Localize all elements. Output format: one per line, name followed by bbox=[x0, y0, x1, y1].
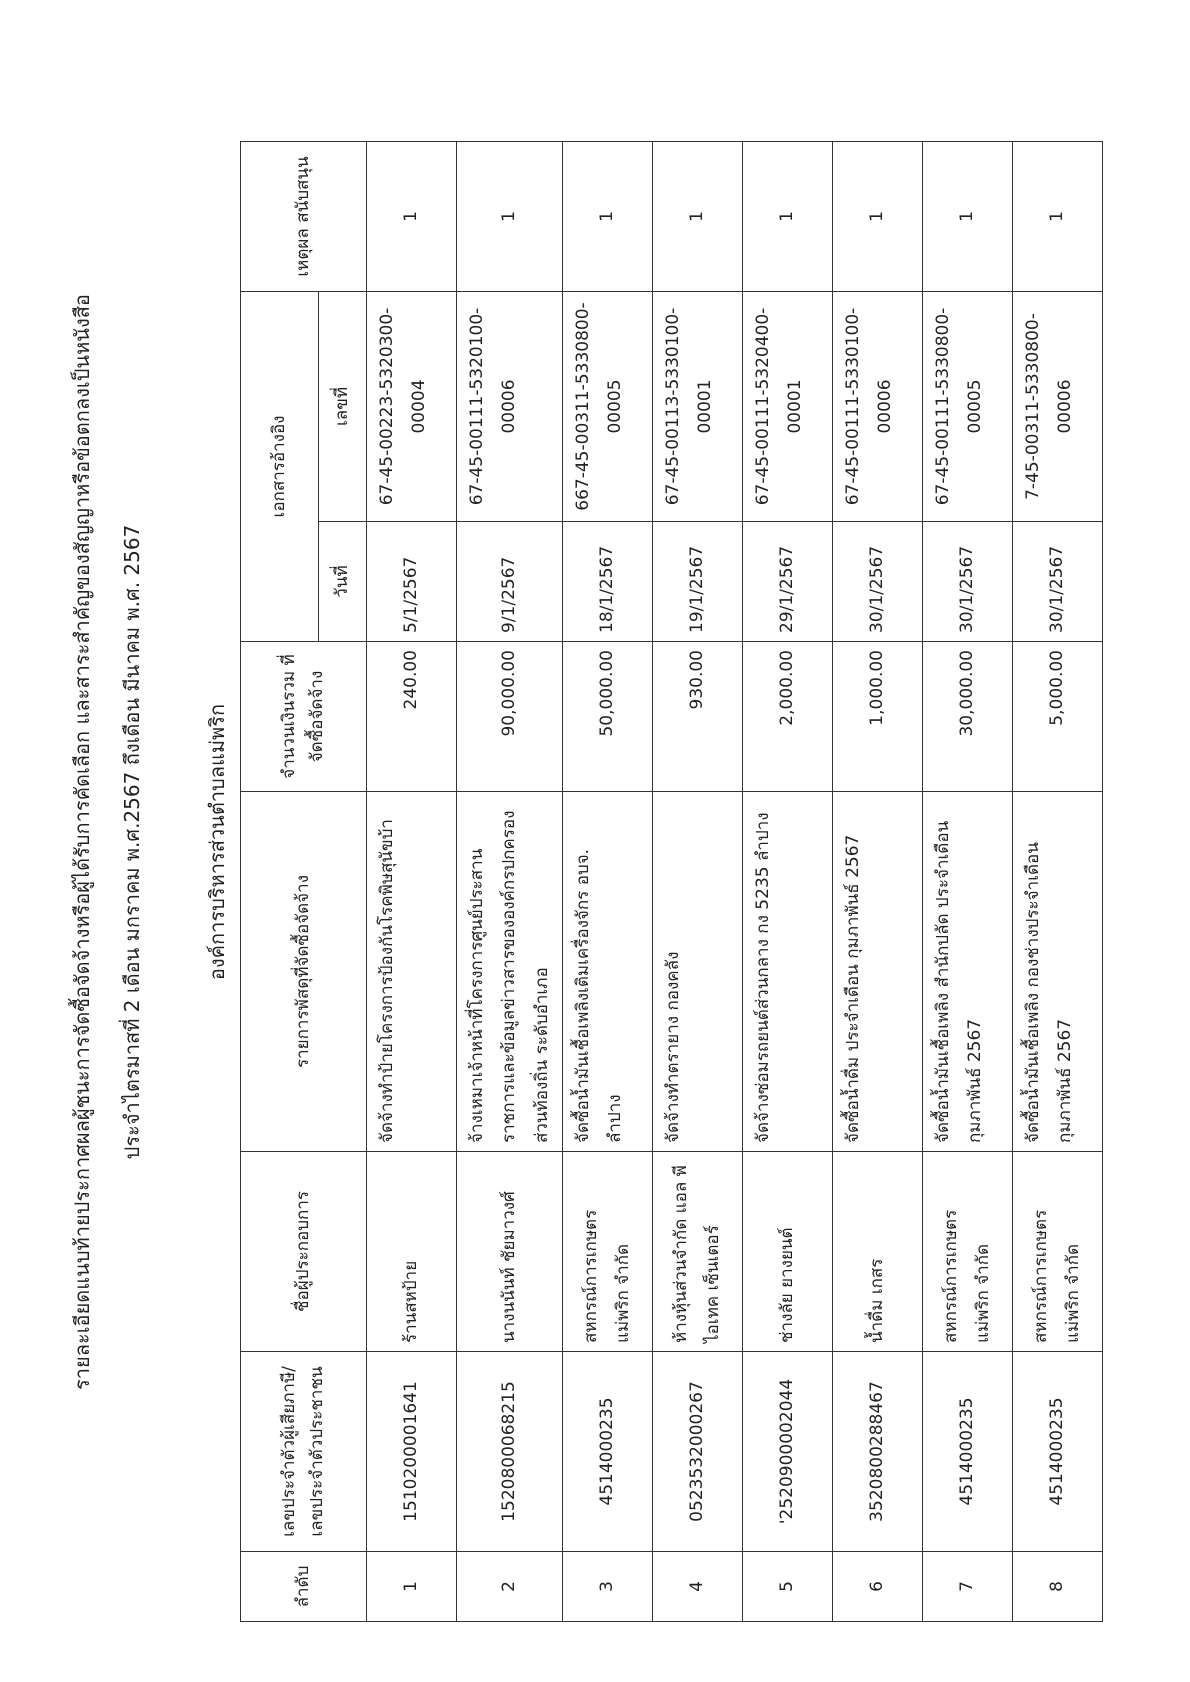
cell-no: 7 bbox=[922, 1552, 1012, 1622]
cell-taxid: 0523532000267 bbox=[652, 1352, 742, 1552]
cell-amount: 30,000.00 bbox=[922, 642, 1012, 792]
cell-docno bbox=[832, 292, 922, 522]
cell-date: 30/1/2567 bbox=[832, 522, 922, 642]
docno-line1: 67-45-00111-5330100- bbox=[842, 307, 863, 506]
cell-no: 8 bbox=[1012, 1552, 1102, 1622]
header-no: ลำดับ bbox=[241, 1552, 367, 1622]
cell-reason: 1 bbox=[562, 142, 652, 292]
cell-reason: 1 bbox=[742, 142, 832, 292]
docno-line1: 67-45-00111-5320400- bbox=[752, 307, 773, 506]
cell-reason: 1 bbox=[457, 142, 563, 292]
cell-reason: 1 bbox=[922, 142, 1012, 292]
docno-line1: 67-45-00111-5320100- bbox=[467, 307, 487, 506]
cell-date: 30/1/2567 bbox=[1012, 522, 1102, 642]
cell-amount: 1,000.00 bbox=[832, 642, 922, 792]
cell-item: จัดจ้างซ่อมรถยนต์ส่วนกลาง กง 5235 ลำปาง bbox=[742, 792, 832, 1152]
cell-docno bbox=[922, 292, 1012, 522]
cell-taxid: 1510200001641 bbox=[367, 1352, 457, 1552]
cell-taxid: 1520800068215 bbox=[457, 1352, 563, 1552]
docno-line2: 00006 bbox=[875, 379, 896, 434]
document-title: รายละเอียดแนบท้ายประกาศผลผู้ชนะการจัดซื้อจัดจ้างหรือผู้ได้รับการคัดเลือก และสาระสำคัญของสัญญาหรือข้อตกลงเป็นหนังสือ bbox=[70, 294, 94, 1390]
cell-amount: 2,000.00 bbox=[742, 642, 832, 792]
docno-line2: 00005 bbox=[605, 379, 626, 434]
cell-date: 9/1/2567 bbox=[457, 522, 563, 642]
header-vendor: ชื่อผู้ประกอบการ bbox=[241, 1152, 367, 1352]
cell-amount: 50,000.00 bbox=[562, 642, 652, 792]
cell-vendor: นางนนันท์ ชัยมาวงศ์ bbox=[457, 1152, 563, 1352]
cell-taxid: 4514000235 bbox=[562, 1352, 652, 1552]
cell-date: 19/1/2567 bbox=[652, 522, 742, 642]
cell-taxid: 4514000235 bbox=[1012, 1352, 1102, 1552]
cell-no: 1 bbox=[367, 1552, 457, 1622]
cell-amount: 5,000.00 bbox=[1012, 642, 1102, 792]
cell-reason: 1 bbox=[652, 142, 742, 292]
docno-line1: 667-45-00311-5330800- bbox=[572, 302, 593, 511]
cell-taxid: 4514000235 bbox=[922, 1352, 1012, 1552]
procurement-table bbox=[240, 141, 1103, 1622]
cell-vendor: ร้านสหป้าย bbox=[367, 1152, 457, 1352]
table-row bbox=[367, 142, 457, 1622]
header-date: วันที่ bbox=[319, 522, 367, 642]
docno-line2: 00005 bbox=[965, 379, 986, 434]
docno-line2: 00006 bbox=[1055, 379, 1076, 434]
cell-no: 3 bbox=[562, 1552, 652, 1622]
cell-item: จัดจ้างทำตรายาง กองคลัง bbox=[652, 792, 742, 1152]
cell-no: 5 bbox=[742, 1552, 832, 1622]
cell-docno bbox=[652, 292, 742, 522]
cell-vendor: สหกรณ์การเกษตรแม่พริก จำกัด bbox=[1012, 1152, 1102, 1352]
cell-reason: 1 bbox=[832, 142, 922, 292]
cell-vendor: สหกรณ์การเกษตรแม่พริก จำกัด bbox=[922, 1152, 1012, 1352]
cell-docno bbox=[457, 292, 563, 522]
table-row bbox=[1012, 142, 1102, 1622]
cell-vendor: ช่างลัย ยางยนต์ bbox=[742, 1152, 832, 1352]
docno-line2: 00006 bbox=[499, 379, 520, 434]
cell-item: จัดซื้อน้ำมันเชื้อเพลิง สำนักปลัด ประจำเดือน กุมภาพันธ์ 2567 bbox=[922, 792, 1012, 1152]
cell-amount: 240.00 bbox=[367, 642, 457, 792]
header-reason: เหตุผล สนับสนุน bbox=[241, 142, 367, 292]
table-row bbox=[457, 142, 563, 1622]
cell-docno bbox=[1012, 292, 1102, 522]
rotated-document-page bbox=[40, 42, 1150, 1642]
cell-date: 18/1/2567 bbox=[562, 522, 652, 642]
cell-date: 29/1/2567 bbox=[742, 522, 832, 642]
cell-item: จัดซื้อน้ำมันเชื้อเพลิงเติมเครื่องจักร อบจ. ลำปาง bbox=[562, 792, 652, 1152]
cell-taxid: 3520800288467 bbox=[832, 1352, 922, 1552]
cell-item: จัดซื้อน้ำมันเชื้อเพลิง กองช่างประจำเดือน กุมภาพันธ์ 2567 bbox=[1012, 792, 1102, 1152]
table-row bbox=[832, 142, 922, 1622]
header-taxid: เลขประจำตัวผู้เสียภาษี/ เลขประจำตัวประชาชน bbox=[241, 1352, 367, 1552]
cell-taxid: '2520900002044 bbox=[742, 1352, 832, 1552]
table-row bbox=[922, 142, 1012, 1622]
docno-line1: 67-45-00113-5330100- bbox=[662, 307, 683, 506]
docno-line1: 67-45-00223-5320300- bbox=[377, 307, 397, 506]
table-row bbox=[652, 142, 742, 1622]
cell-reason: 1 bbox=[367, 142, 457, 292]
cell-no: 4 bbox=[652, 1552, 742, 1622]
header-item: รายการพัสดุที่จัดซื้อจัดจ้าง bbox=[241, 792, 367, 1152]
table-row bbox=[742, 142, 832, 1622]
docno-line1: 7-45-00311-5330800- bbox=[1022, 313, 1043, 500]
header-reference: เอกสารอ้างอิง bbox=[241, 292, 319, 642]
organization-name: องค์การบริหารส่วนตำบลแม่พริก bbox=[205, 703, 229, 981]
cell-no: 2 bbox=[457, 1552, 563, 1622]
cell-amount: 930.00 bbox=[652, 642, 742, 792]
cell-docno bbox=[562, 292, 652, 522]
cell-date: 5/1/2567 bbox=[367, 522, 457, 642]
docno-line2: 00001 bbox=[695, 379, 716, 434]
docno-line2: 00004 bbox=[409, 379, 430, 434]
cell-vendor: สหกรณ์การเกษตรแม่พริก จำกัด bbox=[562, 1152, 652, 1352]
cell-item: จัดซื้อน้ำดื่ม ประจำเดือน กุมภาพันธ์ 2567 bbox=[832, 792, 922, 1152]
header-amount: จำนวนเงินรวม ที่จัดซื้อจัดจ้าง bbox=[241, 642, 367, 792]
cell-vendor: น้ำดื่ม เกสร bbox=[832, 1152, 922, 1352]
cell-date: 30/1/2567 bbox=[922, 522, 1012, 642]
cell-docno bbox=[367, 292, 457, 522]
cell-no: 6 bbox=[832, 1552, 922, 1622]
docno-line2: 00001 bbox=[785, 379, 806, 434]
cell-docno bbox=[742, 292, 832, 522]
cell-item: จ้างเหมาเจ้าหน้าที่โครงการศูนย์ประสานราชการและข้อมูลข่าวสารขององค์กรปกครองส่วนท้องถิ่น ระดับอำเภอ bbox=[457, 792, 563, 1152]
cell-reason: 1 bbox=[1012, 142, 1102, 292]
table-row bbox=[562, 142, 652, 1622]
document-period: ประจำไตรมาสที่ 2 เดือน มกราคม พ.ศ.2567 ถึงเดือน มีนาคม พ.ศ. 2567 bbox=[120, 524, 144, 1160]
docno-line1: 67-45-00111-5330800- bbox=[932, 307, 953, 506]
header-docno: เลขที่ bbox=[319, 292, 367, 522]
table-header-row bbox=[241, 142, 319, 1622]
cell-amount: 90,000.00 bbox=[457, 642, 563, 792]
cell-item: จัดจ้างทำป้ายโครงการป้องกันโรคพิษสุนัขบ้า bbox=[367, 792, 457, 1152]
cell-vendor: ห้างหุ้นส่วนจำกัด แอล พี ไอเทค เซ็นเตอร์ bbox=[652, 1152, 742, 1352]
